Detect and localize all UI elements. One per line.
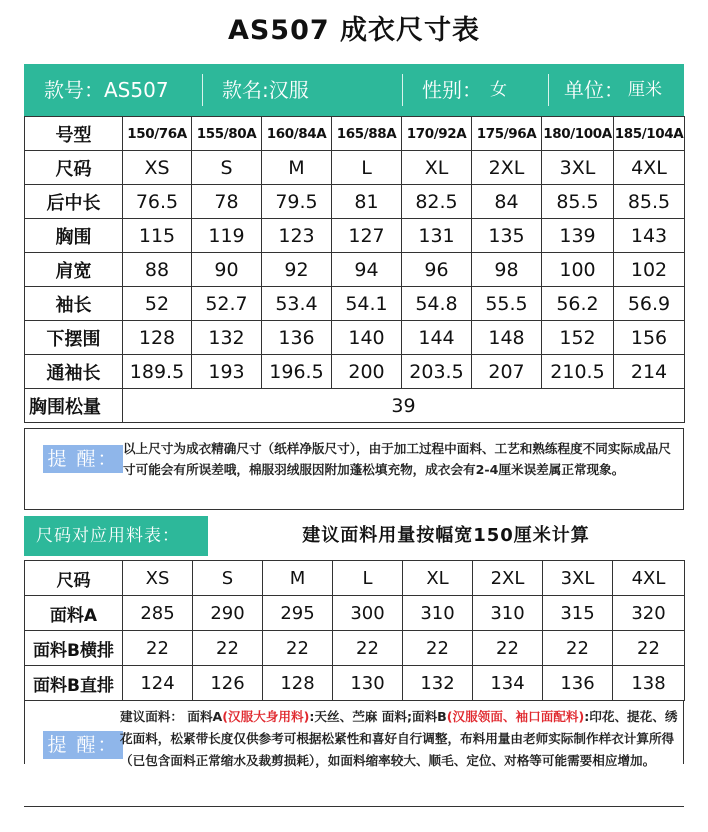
row-label: 袖长 <box>25 287 123 321</box>
table-row <box>25 321 685 355</box>
table-cell: XL <box>403 561 473 596</box>
table-cell: 180/100A <box>542 117 614 151</box>
page-title: AS507 成衣尺寸表 <box>227 15 481 46</box>
table-cell: XL <box>402 151 472 185</box>
item-number: 款号：AS507 <box>44 78 169 102</box>
notice-highlight: (汉服领面、袖口面配料) <box>446 709 585 724</box>
table-cell: 22 <box>613 631 685 666</box>
table-cell: 155/80A <box>192 117 262 151</box>
table-row <box>25 355 685 389</box>
table-cell: 102 <box>614 253 685 287</box>
fabric-suggestion: 建议面料用量按幅宽150厘米计算 <box>302 525 590 546</box>
size-table <box>24 116 685 423</box>
table-cell: 76.5 <box>123 185 192 219</box>
table-cell: 175/96A <box>472 117 542 151</box>
table-cell: 22 <box>263 631 333 666</box>
table-cell: 52 <box>123 287 192 321</box>
table-cell: 310 <box>473 596 543 631</box>
table-cell: 143 <box>614 219 685 253</box>
table-cell: 3XL <box>543 561 613 596</box>
unit-value: 厘米 <box>628 80 662 100</box>
table-cell: 196.5 <box>262 355 332 389</box>
table-cell: 90 <box>192 253 262 287</box>
table-cell: 96 <box>402 253 472 287</box>
table-cell: 84 <box>472 185 542 219</box>
table-cell: 22 <box>193 631 263 666</box>
table-cell: 22 <box>543 631 613 666</box>
table-cell: 92 <box>262 253 332 287</box>
unit-label: 单位： <box>564 78 624 102</box>
table-row <box>25 666 685 701</box>
table-cell: XS <box>123 151 192 185</box>
table-cell: 100 <box>542 253 614 287</box>
row-label: 面料B直排 <box>25 666 123 701</box>
notice-part: 建议面料： 面料A <box>120 709 223 724</box>
table-cell: 54.1 <box>332 287 402 321</box>
row-label: 尺码 <box>25 151 123 185</box>
item-name: 款名:汉服 <box>222 78 309 102</box>
table-cell: 126 <box>193 666 263 701</box>
table-row <box>25 596 685 631</box>
table-cell: 136 <box>262 321 332 355</box>
table-cell: 320 <box>613 596 685 631</box>
table-cell: 22 <box>473 631 543 666</box>
row-label: 下摆围 <box>25 321 123 355</box>
table-cell: 130 <box>333 666 403 701</box>
table-cell: 53.4 <box>262 287 332 321</box>
table-cell: 139 <box>542 219 614 253</box>
table-cell: 150/76A <box>123 117 192 151</box>
table-cell: L <box>332 151 402 185</box>
notice-text: 以上尺寸为成衣精确尺寸（纸样净版尺寸），由于加工过程中面料、工艺和熟练程度不同实际成品尺寸可能会有所误差哦，棉服羽绒服因附加蓬松填充物，成衣会有2-4厘米误差属正常现象。 <box>123 441 671 477</box>
table-cell: 156 <box>614 321 685 355</box>
table-cell: 140 <box>332 321 402 355</box>
ease-value: 39 <box>123 389 685 423</box>
table-cell: 131 <box>402 219 472 253</box>
table-cell: 128 <box>123 321 192 355</box>
table-cell: 152 <box>542 321 614 355</box>
table-cell: 189.5 <box>123 355 192 389</box>
table-cell: 55.5 <box>472 287 542 321</box>
table-cell: 115 <box>123 219 192 253</box>
table-cell: 85.5 <box>542 185 614 219</box>
table-cell: 128 <box>263 666 333 701</box>
row-label: 号型 <box>25 117 123 151</box>
divider <box>548 74 549 106</box>
divider <box>402 74 403 106</box>
table-cell: 203.5 <box>402 355 472 389</box>
table-row <box>25 219 685 253</box>
table-cell: 22 <box>123 631 193 666</box>
table-cell: 119 <box>192 219 262 253</box>
table-cell: 170/92A <box>402 117 472 151</box>
table-row <box>25 253 685 287</box>
table-cell: 94 <box>332 253 402 287</box>
notice-badge: 提 醒： <box>43 445 123 473</box>
row-label: 面料B横排 <box>25 631 123 666</box>
fabric-table <box>24 560 685 701</box>
ease-label: 胸围松量 <box>25 389 123 423</box>
table-cell: 165/88A <box>332 117 402 151</box>
table-cell: 295 <box>263 596 333 631</box>
table-cell: 56.9 <box>614 287 685 321</box>
divider <box>202 74 203 106</box>
table-cell: 82.5 <box>402 185 472 219</box>
table-cell: 290 <box>193 596 263 631</box>
gender-value: 女 <box>490 80 507 100</box>
table-cell: 138 <box>613 666 685 701</box>
table-row <box>25 561 685 596</box>
table-cell: 79.5 <box>262 185 332 219</box>
table-cell: 210.5 <box>542 355 614 389</box>
table-cell: 214 <box>614 355 685 389</box>
table-cell: M <box>262 151 332 185</box>
table-cell: 134 <box>473 666 543 701</box>
table-cell: 315 <box>543 596 613 631</box>
table-cell: 123 <box>262 219 332 253</box>
row-label: 尺码 <box>25 561 123 596</box>
table-cell: 52.7 <box>192 287 262 321</box>
fabric-section-bar: 尺码对应用料表： <box>24 516 208 556</box>
table-cell: 207 <box>472 355 542 389</box>
table-cell: 54.8 <box>402 287 472 321</box>
table-cell: XS <box>123 561 193 596</box>
table-cell: 2XL <box>473 561 543 596</box>
table-cell: 285 <box>123 596 193 631</box>
notice-highlight: (汉服大身用料) <box>222 709 310 724</box>
table-cell: M <box>263 561 333 596</box>
table-cell: 127 <box>332 219 402 253</box>
fabric-notice-text <box>120 706 680 772</box>
table-cell: 136 <box>543 666 613 701</box>
table-cell: 160/84A <box>262 117 332 151</box>
table-cell: 88 <box>123 253 192 287</box>
notice-part: :天丝、苎麻 面料;面料B <box>309 709 447 724</box>
table-cell: 135 <box>472 219 542 253</box>
table-cell: 132 <box>403 666 473 701</box>
notice-part: :印花、提花、绣花面料，松紧带长度仅供参考可根据松紧性和喜好自行调整，布料用量由老师实际制作样衣计算所得（已包含面料正常缩水及裁剪损耗），如面料缩率较大、顺毛、定位、对格等可能需要相应增加。 <box>120 709 678 768</box>
table-row <box>25 631 685 666</box>
table-cell: 2XL <box>472 151 542 185</box>
table-cell: 98 <box>472 253 542 287</box>
table-cell: S <box>193 561 263 596</box>
table-row <box>25 151 685 185</box>
table-cell: 200 <box>332 355 402 389</box>
table-cell: 78 <box>192 185 262 219</box>
table-cell: 22 <box>403 631 473 666</box>
gender-label: 性别： <box>422 78 482 102</box>
table-cell: 193 <box>192 355 262 389</box>
table-cell: 185/104A <box>614 117 685 151</box>
table-cell: 148 <box>472 321 542 355</box>
table-row <box>25 287 685 321</box>
table-cell: 56.2 <box>542 287 614 321</box>
row-label: 通袖长 <box>25 355 123 389</box>
row-label: 面料A <box>25 596 123 631</box>
table-cell: 124 <box>123 666 193 701</box>
table-cell: 144 <box>402 321 472 355</box>
table-cell: 310 <box>403 596 473 631</box>
table-cell: 4XL <box>614 151 685 185</box>
table-cell: 3XL <box>542 151 614 185</box>
bottom-rule <box>24 806 684 807</box>
table-cell: S <box>192 151 262 185</box>
table-cell: 85.5 <box>614 185 685 219</box>
table-cell: 132 <box>192 321 262 355</box>
table-row <box>25 117 685 151</box>
row-label: 后中长 <box>25 185 123 219</box>
table-row <box>25 185 685 219</box>
table-cell: 22 <box>333 631 403 666</box>
table-row <box>25 389 685 423</box>
row-label: 肩宽 <box>25 253 123 287</box>
fabric-notice-badge: 提 醒： <box>43 731 123 759</box>
table-cell: L <box>333 561 403 596</box>
header-band <box>24 64 684 116</box>
table-cell: 300 <box>333 596 403 631</box>
row-label: 胸围 <box>25 219 123 253</box>
notice-box <box>24 428 684 510</box>
table-cell: 4XL <box>613 561 685 596</box>
table-cell: 81 <box>332 185 402 219</box>
